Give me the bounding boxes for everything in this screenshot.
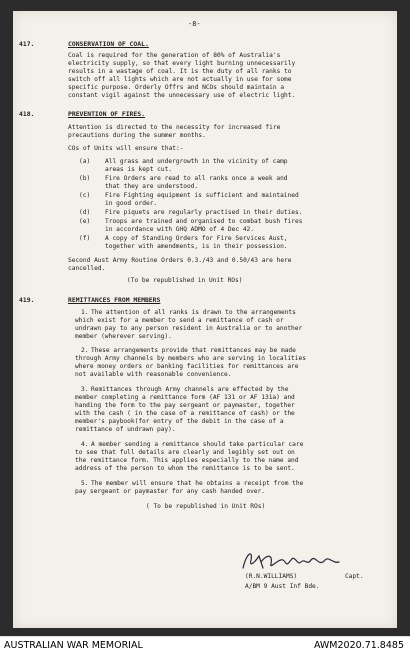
- text-line: pay sergeant or paymaster for any cash handed over.: [75, 488, 265, 495]
- list-marker: (e): [79, 218, 91, 225]
- text-line: specific purpose. Orderly Offrs and NCOs should maintain a: [68, 84, 285, 91]
- section-417-heading: CONSERVATION OF COAL.: [68, 40, 149, 48]
- list-item-text: All grass and undergrowth in the vicinity of camp: [105, 158, 288, 165]
- text-line: precautions during the summer months.: [68, 132, 206, 139]
- list-marker: (d): [79, 209, 91, 216]
- paragraph-marker: 2.: [81, 347, 89, 354]
- footer-accession-number: AWM2020.71.8485: [313, 640, 404, 651]
- list-marker: (a): [79, 158, 91, 165]
- paragraph-marker: 5.: [81, 480, 89, 487]
- text-line: remittance of undrawn pay).: [75, 426, 176, 433]
- list-item-text: in accordance with GHQ ADMO of 4 Dec 42.: [105, 226, 255, 233]
- text-line: the remittance form. This applies especially to the name and: [75, 457, 299, 464]
- text-line: member (wherever serving).: [75, 333, 172, 340]
- text-line: COs of Units will ensure that:-: [68, 145, 184, 152]
- text-line: undrawn pay to any person resident in Australia or to another: [75, 325, 303, 332]
- handwritten-signature: [239, 546, 349, 574]
- section-419-heading: REMITTANCES FROM MEMBERS: [68, 296, 161, 304]
- text-line: results in a wastage of coal. It is the duty of all ranks to: [68, 68, 292, 75]
- list-item-text: that they are understood.: [105, 183, 199, 190]
- text-line: Attention is directed to the necessity for increased fire: [68, 124, 281, 131]
- text-line: with the cash ( in the case of a remittance of cash) or the: [75, 410, 295, 417]
- text-line: These arrangements provide that remittances may be made: [91, 347, 296, 354]
- signatory-name: (R.N.WILLIAMS): [245, 573, 298, 580]
- list-item-text: Troops are trained and organised to combat bush fires: [105, 218, 303, 225]
- archive-footer: [0, 636, 410, 654]
- text-line: constant vigil against the unnecessary use of electric light.: [68, 92, 296, 99]
- text-line: Remittances through Army channels are effected by the: [91, 386, 289, 393]
- list-item-text: together with amendments, is in their possession.: [105, 243, 288, 250]
- page-number: -8-: [188, 20, 201, 28]
- signatory-appointment: A/BM 9 Aust Inf Bde.: [245, 583, 320, 590]
- section-418-heading: PREVENTION OF FIRES.: [68, 110, 145, 118]
- list-item-text: areas is kept cut.: [105, 166, 173, 173]
- list-marker: (b): [79, 175, 91, 182]
- document-page: [13, 11, 397, 628]
- text-line: to see that full details are clearly and legibly set out on: [75, 449, 295, 456]
- republish-note: ( To be republished in Unit ROs): [146, 503, 266, 510]
- list-item-text: A copy of Standing Orders for Fire Services Aust,: [105, 235, 288, 242]
- text-line: cancelled.: [68, 265, 106, 272]
- list-item-text: Fire Fighting equipment is sufficient and maintained: [105, 192, 299, 199]
- section-419-number: 419.: [19, 296, 35, 304]
- signatory-rank: Capt.: [345, 573, 364, 580]
- text-line: which exist for a member to send a remittance of cash or: [75, 317, 284, 324]
- text-line: member completing a remittance form (AF 131 or AF 131a) and: [75, 394, 295, 401]
- text-line: electricity supply, so that every light burning unnecessarily: [68, 60, 296, 67]
- list-item-text: in good order.: [105, 200, 158, 207]
- text-line: Second Aust Army Routine Orders 0.3./43 and 0.50/43 are here: [68, 257, 292, 264]
- text-line: Coal is required for the generation of 80% of Australia's: [68, 52, 281, 59]
- text-line: A member sending a remittance should take particular care: [91, 441, 304, 448]
- section-418-number: 418.: [19, 110, 35, 118]
- text-line: The attention of all ranks is drawn to the arrangements: [91, 309, 296, 316]
- text-line: where money orders or banking facilities for remittances are: [75, 363, 299, 370]
- list-item-text: Fire Orders are read to all ranks once a week and: [105, 175, 288, 182]
- text-line: through Army channels by members who are serving in localities: [75, 355, 306, 362]
- footer-institution: AUSTRALIAN WAR MEMORIAL: [4, 640, 143, 651]
- list-item-text: Fire piquets are regularly practised in their duties.: [105, 209, 303, 216]
- text-line: member's paybook(for entry of the debit in the case of a: [75, 418, 284, 425]
- paragraph-marker: 3.: [81, 386, 89, 393]
- list-marker: (f): [79, 235, 91, 242]
- paragraph-marker: 4.: [81, 441, 89, 448]
- text-line: handing the form to the pay sergeant or paymaster, together: [75, 402, 295, 409]
- republish-note: (To be republished in Unit ROs): [127, 277, 243, 284]
- section-417-number: 417.: [19, 40, 35, 48]
- list-marker: (c): [79, 192, 91, 199]
- text-line: switch off all lights which are not actually in use for some: [68, 76, 292, 83]
- text-line: address of the person to whom the remittance is to be sent.: [75, 465, 295, 472]
- text-line: not available with reasonable convenience.: [75, 371, 232, 378]
- text-line: The member will ensure that he obtains a receipt from the: [91, 480, 304, 487]
- paragraph-marker: 1.: [81, 309, 89, 316]
